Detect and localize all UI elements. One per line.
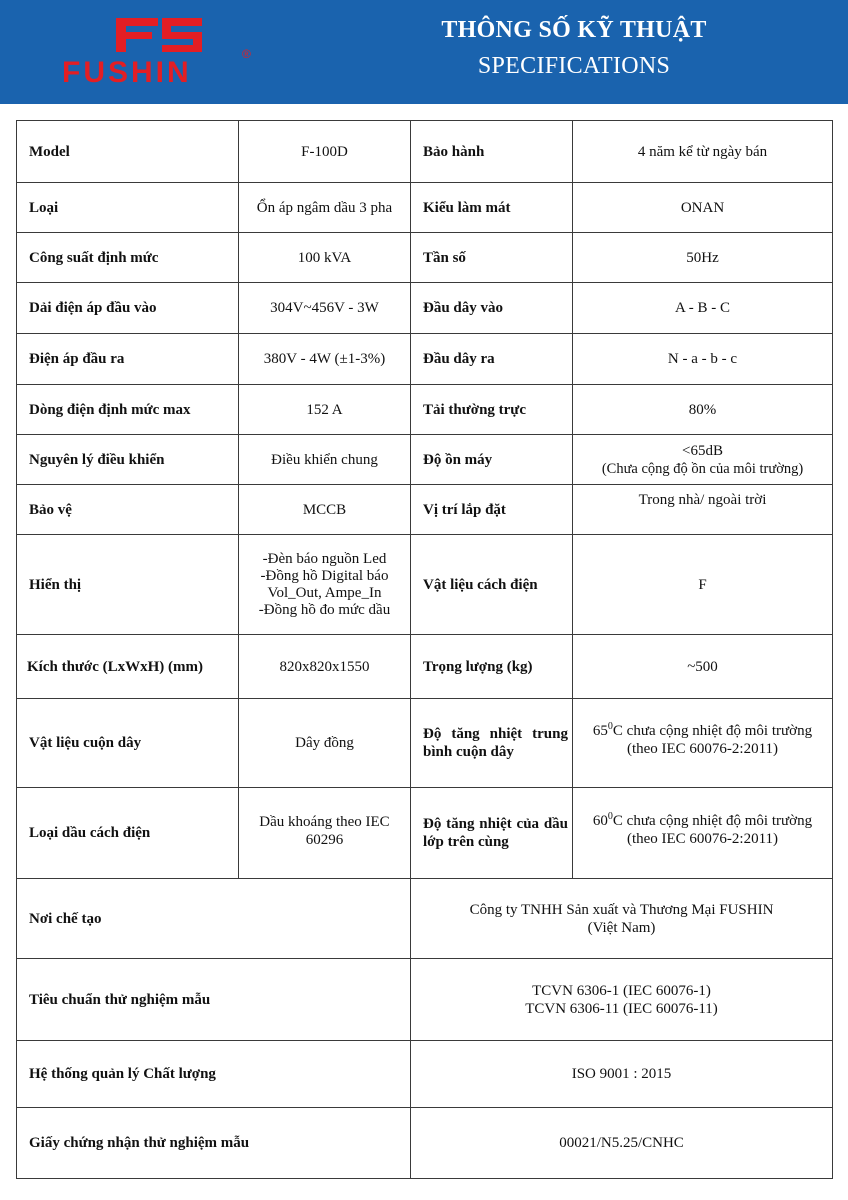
spec-value: 50Hz [573, 233, 833, 283]
test-standard: TCVN 6306-11 (IEC 60076-11) [525, 1000, 718, 1017]
temperature-value: 60 [592, 813, 608, 829]
spec-value: 4 năm kể từ ngày bán [573, 121, 833, 183]
spec-value: ~500 [573, 635, 833, 699]
spec-value: Dây đồng [239, 699, 411, 788]
spec-value: F [573, 535, 833, 635]
spec-value-display [239, 535, 411, 635]
spec-value: F-100D [239, 121, 411, 183]
spec-label: Đầu dây vào [411, 283, 573, 334]
table-row [17, 1041, 833, 1108]
temperature-note: C chưa cộng nhiệt độ môi trường [612, 813, 813, 829]
noise-level: <65dB [682, 442, 723, 459]
spec-value: Dầu khoáng theo IEC 60296 [239, 788, 411, 879]
spec-value: 820x820x1550 [239, 635, 411, 699]
spec-label: Kích thước (LxWxH) (mm) [17, 635, 239, 699]
spec-label: Trọng lượng (kg) [411, 635, 573, 699]
spec-value: 304V~456V - 3W [239, 283, 411, 334]
table-row [17, 635, 833, 699]
spec-label: Bảo hành [411, 121, 573, 183]
spec-label: Nguyên lý điều khiển [17, 435, 239, 485]
spec-label: Độ ồn máy [411, 435, 573, 485]
temperature-note: C chưa cộng nhiệt độ môi trường [612, 723, 813, 739]
spec-value: 00021/N5.25/CNHC [411, 1108, 833, 1179]
spec-label: Kiểu làm mát [411, 183, 573, 233]
spec-label: Đầu dây ra [411, 334, 573, 385]
logo-wordmark: FUSHIN [62, 56, 192, 89]
table-row [17, 535, 833, 635]
spec-label: Tần số [411, 233, 573, 283]
display-line: -Đèn báo nguồn Led [262, 550, 387, 567]
spec-value [411, 879, 833, 959]
manufacturer-name: Công ty TNHH Sản xuất và Thương Mại FUSHIN [469, 901, 774, 918]
spec-label: Dòng điện định mức max [17, 385, 239, 435]
spec-label: Nơi chế tạo [17, 879, 411, 959]
spec-label: Vị trí lắp đặt [411, 485, 573, 535]
spec-value: MCCB [239, 485, 411, 535]
temperature-rise [573, 812, 832, 830]
specifications-table [16, 120, 833, 1179]
spec-label: Giấy chứng nhận thử nghiệm mẫu [17, 1108, 411, 1179]
spec-label: Vật liệu cách điện [411, 535, 573, 635]
degree-superscript: 0 [607, 811, 613, 822]
table-row [17, 485, 833, 535]
spec-value-temperature [573, 699, 833, 788]
spec-value: A - B - C [573, 283, 833, 334]
table-row [17, 385, 833, 435]
spec-value-temperature [573, 788, 833, 879]
spec-value: Ổn áp ngâm dầu 3 pha [239, 183, 411, 233]
temperature-standard: (theo IEC 60076-2:2011) [626, 831, 779, 847]
degree-superscript: 0 [607, 721, 613, 732]
table-row [17, 233, 833, 283]
table-row [17, 699, 833, 788]
temperature-standard: (theo IEC 60076-2:2011) [626, 741, 779, 757]
spec-label: Độ tăng nhiệt trung bình cuộn dây [411, 699, 573, 788]
spec-label: Độ tăng nhiệt của dầu lớp trên cùng [411, 788, 573, 879]
table-row [17, 1108, 833, 1179]
table-row [17, 435, 833, 485]
spec-label: Loại [17, 183, 239, 233]
spec-label: Điện áp đầu ra [17, 334, 239, 385]
display-line: -Đồng hồ Digital báo [260, 567, 389, 584]
spec-label: Loại dầu cách điện [17, 788, 239, 879]
spec-label: Hệ thống quản lý Chất lượng [17, 1041, 411, 1108]
spec-value [411, 959, 833, 1041]
noise-note: (Chưa cộng độ ồn của môi trường) [601, 460, 804, 477]
table-row [17, 879, 833, 959]
manufacturer-country: (Việt Nam) [587, 919, 656, 936]
table-row [17, 183, 833, 233]
spec-label: Tiêu chuẩn thử nghiệm mẫu [17, 959, 411, 1041]
page-header [0, 0, 848, 104]
spec-label: Công suất định mức [17, 233, 239, 283]
registered-mark: ® [242, 47, 251, 61]
display-line: -Đồng hồ đo mức dầu [258, 601, 391, 618]
spec-label: Tải thường trực [411, 385, 573, 435]
table-row [17, 283, 833, 334]
table-row [17, 121, 833, 183]
table-row [17, 334, 833, 385]
spec-value: ISO 9001 : 2015 [411, 1041, 833, 1108]
spec-value: ONAN [573, 183, 833, 233]
header-titles [400, 14, 748, 82]
spec-label: Model [17, 121, 239, 183]
table-row [17, 959, 833, 1041]
test-standard: TCVN 6306-1 (IEC 60076-1) [532, 982, 711, 999]
spec-value: 380V - 4W (±1-3%) [239, 334, 411, 385]
temperature-value: 65 [592, 723, 608, 739]
fushin-logo [56, 10, 266, 92]
title-english: SPECIFICATIONS [477, 53, 671, 79]
temperature-rise [573, 722, 832, 740]
spec-value: 100 kVA [239, 233, 411, 283]
spec-label: Dải điện áp đầu vào [17, 283, 239, 334]
spec-value: 152 A [239, 385, 411, 435]
spec-value: 80% [573, 385, 833, 435]
spec-value: N - a - b - c [573, 334, 833, 385]
spec-label: Vật liệu cuộn dây [17, 699, 239, 788]
display-line: Vol_Out, Ampe_In [267, 584, 382, 601]
table-row [17, 788, 833, 879]
title-vietnamese: THÔNG SỐ KỸ THUẬT [441, 17, 707, 43]
spec-label: Hiển thị [17, 535, 239, 635]
fushin-logo-graphic [56, 10, 266, 92]
spec-value-noise [573, 435, 833, 485]
spec-label: Bảo vệ [17, 485, 239, 535]
spec-value: Trong nhà/ ngoài trời [573, 485, 833, 535]
spec-value: Điều khiển chung [239, 435, 411, 485]
